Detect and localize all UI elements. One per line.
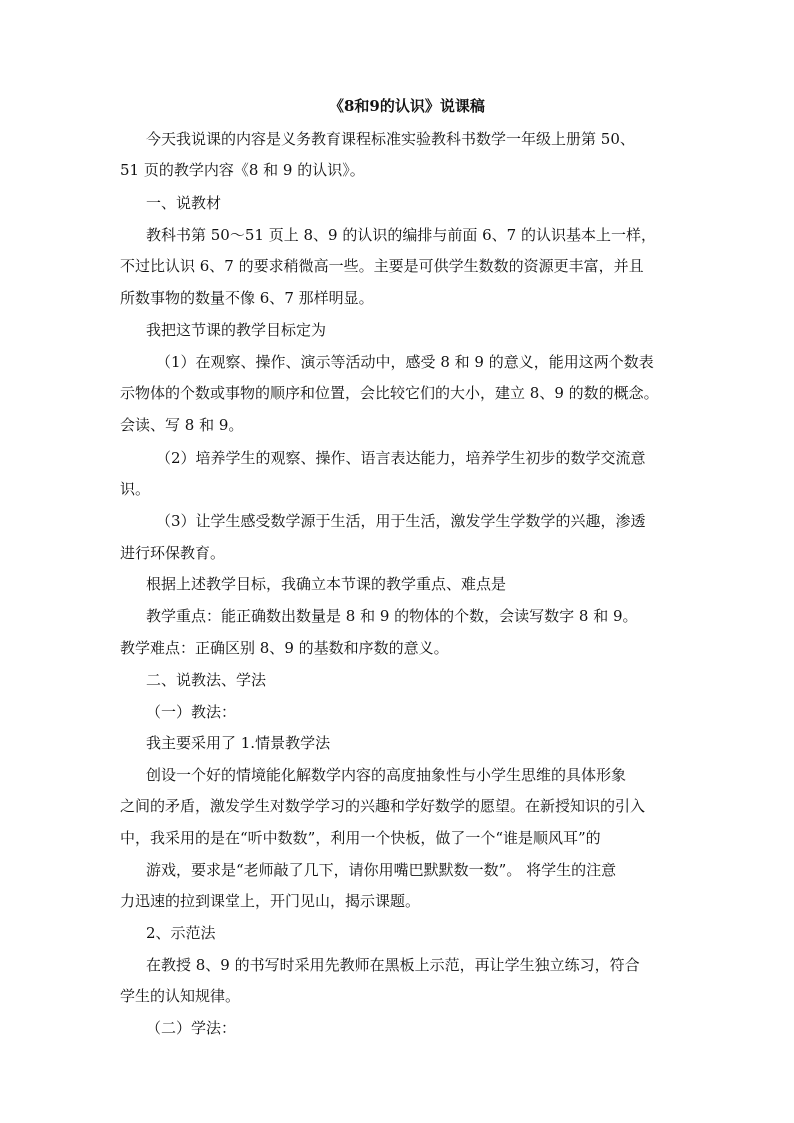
section-heading: 2、示范法 (146, 924, 216, 942)
paragraph-line: 示物体的个数或事物的顺序和位置，会比较它们的大小，建立 8、9 的数的概念。 (120, 384, 659, 402)
paragraph-line: 识。 (120, 480, 151, 498)
paragraph-line: （1）在观察、操作、演示等活动中，感受 8 和 9 的意义，能用这两个数表 (156, 353, 654, 371)
paragraph-line: 中，我采用的是在“听中数数”，利用一个快板，做了一个“谁是顺风耳”的 (120, 829, 601, 847)
paragraph-line: 进行环保教育。 (120, 544, 226, 562)
paragraph-line: 教学难点：正确区别 8、9 的基数和序数的意义。 (120, 639, 449, 657)
paragraph-line: 学生的认知规律。 (120, 987, 241, 1005)
paragraph-line: 游戏，要求是“老师敲了几下，请你用嘴巴默默数一数”。 将学生的注意 (146, 861, 617, 879)
paragraph-line: 会读、写 8 和 9。 (120, 416, 244, 434)
paragraph-line: 之间的矛盾，激发学生对数学学习的兴趣和学好数学的愿望。在新授知识的引入 (120, 797, 646, 815)
paragraph-line: 教科书第 50～51 页上 8、9 的认识的编排与前面 6、7 的认识基本上一样， (146, 226, 656, 244)
paragraph-line: 教学重点：能正确数出数量是 8 和 9 的物体的个数，会读写数字 8 和 9。 (146, 607, 638, 625)
paragraph-line: 我主要采用了 1.情景教学法 (146, 734, 331, 752)
paragraph-line: 所数事物的数量不像 6、7 那样明显。 (120, 289, 374, 307)
document-title: 《8和9的认识》说课稿 (329, 97, 485, 115)
subsection-heading: （二）学法： (146, 1019, 237, 1037)
paragraph-line: （2）培养学生的观察、操作、语言表达能力，培养学生初步的数学交流意 (156, 449, 646, 467)
section-heading: 二、说教法、学法 (146, 671, 267, 689)
paragraph-line: 创设一个好的情境能化解数学内容的高度抽象性与小学生思维的具体形象 (146, 766, 627, 784)
paragraph-line: 根据上述教学目标，我确立本节课的教学重点、难点是 (146, 575, 507, 593)
section-heading: 一、说教材 (146, 194, 222, 212)
paragraph-line: 我把这节课的教学目标定为 (146, 321, 327, 339)
paragraph-line: 不过比认识 6、7 的要求稍微高一些。主要是可供学生数数的资源更丰富，并且 (120, 257, 644, 275)
paragraph-line: 在教授 8、9 的书写时采用先教师在黑板上示范，再让学生独立练习，符合 (146, 956, 640, 974)
subsection-heading: （一）教法： (146, 703, 237, 721)
paragraph-line: （3）让学生感受数学源于生活，用于生活，激发学生学数学的兴趣，渗透 (156, 512, 646, 530)
paragraph-line: 51 页的教学内容《8 和 9 的认识》。 (120, 161, 365, 179)
paragraph-line: 力迅速的拉到课堂上，开门见山，揭示课题。 (120, 892, 421, 910)
paragraph-line: 今天我说课的内容是义务教育课程标准实验教科书数学一年级上册第 50、 (146, 130, 635, 148)
